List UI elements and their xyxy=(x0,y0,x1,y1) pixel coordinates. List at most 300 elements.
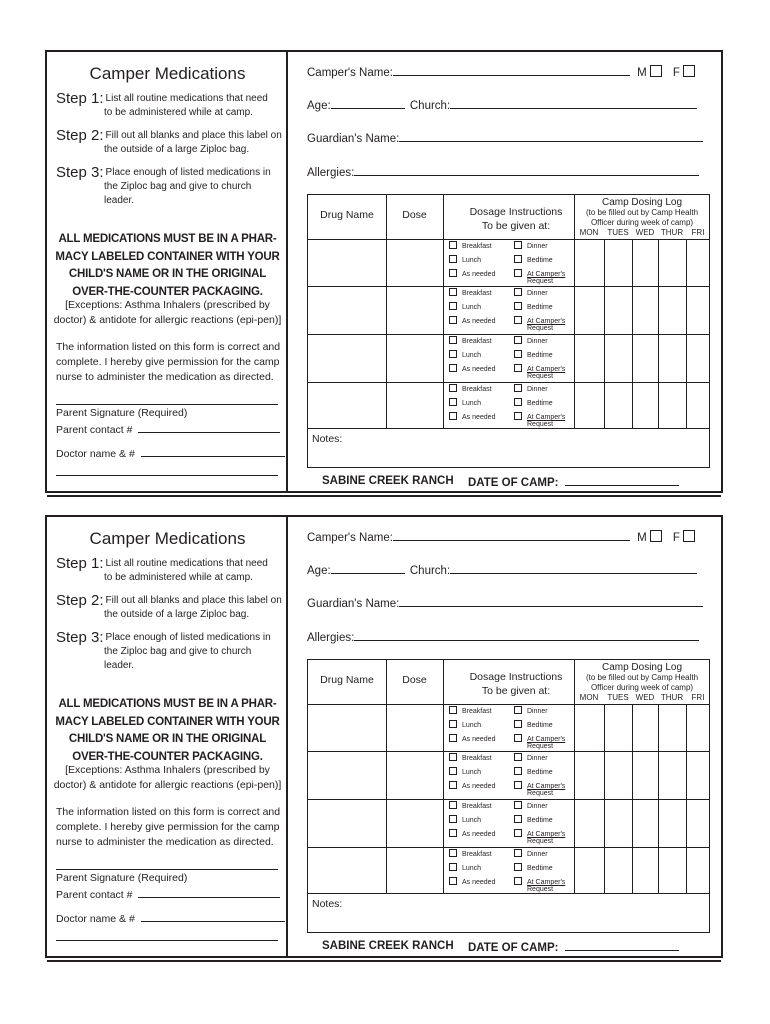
bedtime-option[interactable] xyxy=(514,815,553,825)
as-needed-option[interactable] xyxy=(449,412,495,422)
doctor-label: Doctor name & # xyxy=(56,913,135,925)
exceptions-note xyxy=(47,763,288,793)
instructions-panel xyxy=(47,517,288,956)
medication-card xyxy=(45,515,723,958)
step-1-text-2: to be administered while at camp. xyxy=(104,107,253,118)
bedtime-checkbox[interactable] xyxy=(514,350,522,358)
lunch-label: Lunch xyxy=(462,865,482,872)
as-needed-label: As needed xyxy=(462,366,496,373)
dinner-label: Dinner xyxy=(527,755,548,762)
breakfast-label: Breakfast xyxy=(462,708,492,715)
dinner-label: Dinner xyxy=(527,290,548,297)
permission-line: nurse to administer the medication as directed. xyxy=(56,371,274,383)
at-campers-request-option[interactable] xyxy=(514,781,565,797)
request-label: Request xyxy=(527,838,554,845)
day-header-fri: FRI xyxy=(691,693,705,702)
doctor-row xyxy=(56,446,285,460)
dosing-log-subtitle-line: (to be filled out by Camp Health xyxy=(585,673,699,682)
step-3 xyxy=(56,631,288,673)
dosage-header-line: To be given at: xyxy=(481,685,551,697)
female-checkbox[interactable] xyxy=(683,530,695,542)
warning-line: OVER-THE-COUNTER PACKAGING. xyxy=(72,285,263,298)
step-3 xyxy=(56,166,288,208)
dinner-option[interactable] xyxy=(514,753,548,763)
bedtime-option[interactable] xyxy=(514,720,553,730)
dinner-option[interactable] xyxy=(514,384,548,394)
medication-card xyxy=(45,50,723,493)
bedtime-label: Bedtime xyxy=(527,400,553,407)
permission-line: The information listed on this form is correct and xyxy=(56,806,281,818)
breakfast-checkbox[interactable] xyxy=(449,706,457,714)
breakfast-checkbox[interactable] xyxy=(449,336,457,344)
row-divider xyxy=(308,428,709,429)
as-needed-checkbox[interactable] xyxy=(449,781,457,789)
parent-contact-row xyxy=(56,422,280,436)
date-of-camp-label: DATE OF CAMP: xyxy=(468,942,559,954)
lunch-option[interactable] xyxy=(449,863,481,873)
step-1-text-2: to be administered while at camp. xyxy=(104,572,253,583)
dinner-label: Dinner xyxy=(527,386,548,393)
instructions-panel xyxy=(47,52,288,491)
dosing-log-subtitle xyxy=(574,208,710,228)
as-needed-option[interactable] xyxy=(449,781,495,791)
at-campers-label: At Camper's xyxy=(527,736,566,743)
bedtime-checkbox[interactable] xyxy=(514,302,522,310)
campers-name-field[interactable] xyxy=(393,65,630,76)
drug-name-header: Drug Name xyxy=(320,209,374,221)
warning-line: MACY LABELED CONTAINER WITH YOUR xyxy=(55,250,280,263)
lunch-checkbox[interactable] xyxy=(449,815,457,823)
church-field[interactable] xyxy=(450,98,697,109)
lunch-option[interactable] xyxy=(449,767,481,777)
guardian-field[interactable] xyxy=(399,596,703,607)
breakfast-label: Breakfast xyxy=(462,386,492,393)
age-label: Age: xyxy=(307,100,331,112)
request-label: Request xyxy=(527,325,554,332)
column-divider xyxy=(386,195,387,428)
day-header-tues: TUES xyxy=(607,228,629,237)
doctor-field[interactable] xyxy=(141,911,285,922)
exceptions-line: doctor) & antidote for allergic reactions (epi-pen)] xyxy=(53,779,282,791)
column-divider xyxy=(443,195,444,428)
breakfast-checkbox[interactable] xyxy=(449,801,457,809)
at-campers-request-checkbox[interactable] xyxy=(514,781,522,789)
campers-name-label: Camper's Name: xyxy=(307,67,393,79)
bedtime-option[interactable] xyxy=(514,302,553,312)
breakfast-option[interactable] xyxy=(449,336,492,346)
breakfast-label: Breakfast xyxy=(462,755,492,762)
ranch-name: SABINE CREEK RANCH xyxy=(322,475,454,487)
breakfast-checkbox[interactable] xyxy=(449,241,457,249)
campers-name-label: Camper's Name: xyxy=(307,532,393,544)
at-campers-request-option[interactable] xyxy=(514,829,565,845)
at-campers-request-option[interactable] xyxy=(514,734,565,750)
dinner-checkbox[interactable] xyxy=(514,288,522,296)
dinner-checkbox[interactable] xyxy=(514,336,522,344)
allergies-row xyxy=(307,630,699,644)
as-needed-checkbox[interactable] xyxy=(449,877,457,885)
doctor-row xyxy=(56,911,285,925)
row-divider xyxy=(308,286,709,287)
breakfast-label: Breakfast xyxy=(462,243,492,250)
bedtime-label: Bedtime xyxy=(527,769,553,776)
parent-signature-label: Parent Signature (Required) xyxy=(56,407,188,419)
step-3-text-2: the Ziploc bag and give to church xyxy=(104,646,252,657)
lunch-checkbox[interactable] xyxy=(449,398,457,406)
lunch-label: Lunch xyxy=(462,769,482,776)
parent-contact-field[interactable] xyxy=(138,887,280,898)
breakfast-option[interactable] xyxy=(449,288,492,298)
campers-name-row xyxy=(307,65,695,79)
female-label: F xyxy=(672,67,680,79)
lunch-label: Lunch xyxy=(462,352,482,359)
warning-line: ALL MEDICATIONS MUST BE IN A PHAR- xyxy=(58,233,277,245)
as-needed-checkbox[interactable] xyxy=(449,829,457,837)
day-header-fri: FRI xyxy=(691,228,705,237)
guardian-field[interactable] xyxy=(399,131,703,142)
request-label: Request xyxy=(527,373,554,380)
lunch-checkbox[interactable] xyxy=(449,255,457,263)
as-needed-option[interactable] xyxy=(449,829,495,839)
row-divider xyxy=(308,239,709,240)
step-3-text-3: leader. xyxy=(104,195,135,206)
dose-header: Dose xyxy=(402,209,427,221)
at-campers-label: At Camper's xyxy=(527,271,566,278)
dinner-label: Dinner xyxy=(527,851,548,858)
lunch-option[interactable] xyxy=(449,720,481,730)
bedtime-option[interactable] xyxy=(514,767,553,777)
at-campers-label: At Camper's xyxy=(527,318,566,325)
breakfast-checkbox[interactable] xyxy=(449,384,457,392)
parent-contact-field[interactable] xyxy=(138,422,280,433)
at-campers-request-checkbox[interactable] xyxy=(514,316,522,324)
at-campers-request-checkbox[interactable] xyxy=(514,877,522,885)
exceptions-line: [Exceptions: Asthma Inhalers (prescribed by xyxy=(65,299,270,311)
lunch-checkbox[interactable] xyxy=(449,863,457,871)
at-campers-request-checkbox[interactable] xyxy=(514,269,522,277)
dosing-log-subtitle-line: Officer during week of camp) xyxy=(590,683,694,692)
as-needed-label: As needed xyxy=(462,783,496,790)
step-1 xyxy=(56,92,288,120)
drug-name-header: Drug Name xyxy=(320,674,374,686)
at-campers-request-checkbox[interactable] xyxy=(514,829,522,837)
age-field[interactable] xyxy=(331,563,405,574)
exceptions-note xyxy=(47,298,288,328)
bedtime-label: Bedtime xyxy=(527,304,553,311)
church-label: Church: xyxy=(409,100,451,112)
doctor-extra-line[interactable] xyxy=(56,940,278,941)
permission-statement xyxy=(56,805,281,850)
bedtime-option[interactable] xyxy=(514,398,553,408)
step-1-text-1: List all routine medications that need xyxy=(105,558,268,569)
campers-name-row xyxy=(307,530,695,544)
ranch-name: SABINE CREEK RANCH xyxy=(322,940,454,952)
allergies-label: Allergies: xyxy=(307,632,355,644)
breakfast-option[interactable] xyxy=(449,384,492,394)
bedtime-option[interactable] xyxy=(514,255,553,265)
lunch-checkbox[interactable] xyxy=(449,302,457,310)
bedtime-label: Bedtime xyxy=(527,352,553,359)
signature-line[interactable] xyxy=(56,404,278,405)
dinner-option[interactable] xyxy=(514,336,548,346)
parent-signature-label: Parent Signature (Required) xyxy=(56,872,188,884)
warning-line: OVER-THE-COUNTER PACKAGING. xyxy=(72,750,263,763)
male-checkbox[interactable] xyxy=(650,65,662,77)
dosing-log-subtitle xyxy=(574,673,710,693)
breakfast-option[interactable] xyxy=(449,753,492,763)
dinner-checkbox[interactable] xyxy=(514,801,522,809)
row-divider xyxy=(308,704,709,705)
row-divider xyxy=(308,382,709,383)
male-checkbox[interactable] xyxy=(650,530,662,542)
date-of-camp-row xyxy=(468,940,679,954)
step-3-label: Step 3: xyxy=(56,164,104,181)
form-title: Camper Medications xyxy=(89,64,246,83)
female-checkbox[interactable] xyxy=(683,65,695,77)
as-needed-label: As needed xyxy=(462,414,496,421)
row-divider xyxy=(308,799,709,800)
as-needed-option[interactable] xyxy=(449,316,495,326)
bedtime-checkbox[interactable] xyxy=(514,398,522,406)
as-needed-checkbox[interactable] xyxy=(449,316,457,324)
allergies-field[interactable] xyxy=(354,630,699,641)
step-2 xyxy=(56,129,288,157)
dinner-option[interactable] xyxy=(514,706,548,716)
bedtime-option[interactable] xyxy=(514,350,553,360)
dosing-log-title: Camp Dosing Log xyxy=(601,197,683,208)
breakfast-option[interactable] xyxy=(449,801,492,811)
bedtime-checkbox[interactable] xyxy=(514,815,522,823)
as-needed-checkbox[interactable] xyxy=(449,364,457,372)
bedtime-option[interactable] xyxy=(514,863,553,873)
at-campers-label: At Camper's xyxy=(527,879,566,886)
dinner-label: Dinner xyxy=(527,338,548,345)
breakfast-checkbox[interactable] xyxy=(449,753,457,761)
bedtime-checkbox[interactable] xyxy=(514,255,522,263)
guardian-label: Guardian's Name: xyxy=(307,133,400,145)
camper-info-panel xyxy=(288,52,721,491)
male-label: M xyxy=(637,67,647,79)
dosage-header-line: To be given at: xyxy=(481,220,551,232)
day-header-thur: THUR xyxy=(660,228,684,237)
date-of-camp-field[interactable] xyxy=(565,940,679,951)
lunch-checkbox[interactable] xyxy=(449,350,457,358)
breakfast-option[interactable] xyxy=(449,241,492,251)
container-warning xyxy=(47,696,288,766)
at-campers-request-checkbox[interactable] xyxy=(514,412,522,420)
lunch-checkbox[interactable] xyxy=(449,720,457,728)
day-header-mon: MON xyxy=(579,693,599,702)
request-label: Request xyxy=(527,886,554,893)
allergies-row xyxy=(307,165,699,179)
bedtime-label: Bedtime xyxy=(527,865,553,872)
at-campers-request-option[interactable] xyxy=(514,877,565,893)
dinner-checkbox[interactable] xyxy=(514,384,522,392)
guardian-row xyxy=(307,131,703,145)
lunch-label: Lunch xyxy=(462,304,482,311)
breakfast-option[interactable] xyxy=(449,706,492,716)
step-1-label: Step 1: xyxy=(56,555,104,572)
lunch-option[interactable] xyxy=(449,255,481,265)
step-2-text-1: Fill out all blanks and place this label on xyxy=(105,130,282,141)
dose-header: Dose xyxy=(402,674,427,686)
dinner-label: Dinner xyxy=(527,803,548,810)
step-2-label: Step 2: xyxy=(56,592,104,609)
column-divider xyxy=(443,660,444,893)
step-1-label: Step 1: xyxy=(56,90,104,107)
day-header-mon: MON xyxy=(579,228,599,237)
age-church-row xyxy=(307,563,697,577)
warning-line: CHILD'S NAME OR IN THE ORIGINAL xyxy=(68,733,267,745)
as-needed-label: As needed xyxy=(462,879,496,886)
request-label: Request xyxy=(527,743,554,750)
guardian-row xyxy=(307,596,703,610)
lunch-option[interactable] xyxy=(449,815,481,825)
dosage-instructions-header xyxy=(458,670,574,698)
step-3-text-2: the Ziploc bag and give to church xyxy=(104,181,252,192)
lunch-option[interactable] xyxy=(449,398,481,408)
bedtime-checkbox[interactable] xyxy=(514,863,522,871)
date-of-camp-field[interactable] xyxy=(565,475,679,486)
as-needed-option[interactable] xyxy=(449,734,495,744)
day-header-wed: WED xyxy=(635,693,655,702)
step-3-label: Step 3: xyxy=(56,629,104,646)
lunch-option[interactable] xyxy=(449,350,481,360)
age-label: Age: xyxy=(307,565,331,577)
bedtime-checkbox[interactable] xyxy=(514,720,522,728)
parent-contact-row xyxy=(56,887,280,901)
as-needed-checkbox[interactable] xyxy=(449,269,457,277)
as-needed-checkbox[interactable] xyxy=(449,412,457,420)
breakfast-option[interactable] xyxy=(449,849,492,859)
breakfast-label: Breakfast xyxy=(462,290,492,297)
as-needed-label: As needed xyxy=(462,271,496,278)
warning-line: MACY LABELED CONTAINER WITH YOUR xyxy=(55,715,280,728)
day-header-tues: TUES xyxy=(607,693,629,702)
request-label: Request xyxy=(527,278,554,285)
lunch-label: Lunch xyxy=(462,257,482,264)
step-2-text-2: the outside of a large Ziploc bag. xyxy=(104,609,250,620)
step-3-text-3: leader. xyxy=(104,660,135,671)
breakfast-label: Breakfast xyxy=(462,338,492,345)
row-divider xyxy=(308,334,709,335)
lunch-label: Lunch xyxy=(462,722,482,729)
dinner-option[interactable] xyxy=(514,849,548,859)
form-title: Camper Medications xyxy=(89,529,246,548)
step-3-text-1: Place enough of listed medications in xyxy=(105,167,271,178)
doctor-field[interactable] xyxy=(141,446,285,457)
dinner-checkbox[interactable] xyxy=(514,849,522,857)
as-needed-checkbox[interactable] xyxy=(449,734,457,742)
breakfast-checkbox[interactable] xyxy=(449,849,457,857)
bedtime-label: Bedtime xyxy=(527,257,553,264)
row-divider xyxy=(308,893,709,894)
dosage-instructions-header xyxy=(458,205,574,233)
dinner-checkbox[interactable] xyxy=(514,706,522,714)
doctor-label: Doctor name & # xyxy=(56,448,135,460)
at-campers-label: At Camper's xyxy=(527,783,566,790)
lunch-option[interactable] xyxy=(449,302,481,312)
at-campers-label: At Camper's xyxy=(527,366,566,373)
as-needed-option[interactable] xyxy=(449,269,495,279)
at-campers-request-option[interactable] xyxy=(514,316,565,332)
step-1 xyxy=(56,557,288,585)
step-1-text-1: List all routine medications that need xyxy=(105,93,268,104)
at-campers-request-checkbox[interactable] xyxy=(514,734,522,742)
dinner-label: Dinner xyxy=(527,708,548,715)
as-needed-label: As needed xyxy=(462,318,496,325)
at-campers-request-option[interactable] xyxy=(514,364,565,380)
at-campers-request-checkbox[interactable] xyxy=(514,364,522,372)
female-label: F xyxy=(672,532,680,544)
row-divider xyxy=(308,847,709,848)
church-field[interactable] xyxy=(450,563,697,574)
parent-contact-label: Parent contact # xyxy=(56,424,133,436)
date-of-camp-label: DATE OF CAMP: xyxy=(468,477,559,489)
as-needed-label: As needed xyxy=(462,736,496,743)
church-label: Church: xyxy=(409,565,451,577)
permission-line: complete. I hereby give permission for the camp xyxy=(56,821,280,833)
day-header-thur: THUR xyxy=(660,693,684,702)
exceptions-line: [Exceptions: Asthma Inhalers (prescribed by xyxy=(65,764,270,776)
bedtime-checkbox[interactable] xyxy=(514,767,522,775)
parent-contact-label: Parent contact # xyxy=(56,889,133,901)
at-campers-request-option[interactable] xyxy=(514,269,565,285)
age-field[interactable] xyxy=(331,98,405,109)
as-needed-option[interactable] xyxy=(449,877,495,887)
doctor-extra-line[interactable] xyxy=(56,475,278,476)
as-needed-option[interactable] xyxy=(449,364,495,374)
warning-line: ALL MEDICATIONS MUST BE IN A PHAR- xyxy=(58,698,277,710)
dosing-log-title: Camp Dosing Log xyxy=(601,662,683,673)
permission-line: complete. I hereby give permission for the camp xyxy=(56,356,280,368)
dosage-header-line: Dosage Instructions xyxy=(469,671,563,683)
dinner-checkbox[interactable] xyxy=(514,753,522,761)
breakfast-label: Breakfast xyxy=(462,803,492,810)
row-divider xyxy=(308,751,709,752)
lunch-label: Lunch xyxy=(462,817,482,824)
dinner-option[interactable] xyxy=(514,801,548,811)
dosing-log-subtitle-line: Officer during week of camp) xyxy=(590,218,694,227)
dinner-checkbox[interactable] xyxy=(514,241,522,249)
allergies-field[interactable] xyxy=(354,165,699,176)
signature-line[interactable] xyxy=(56,869,278,870)
exceptions-line: doctor) & antidote for allergic reactions (epi-pen)] xyxy=(53,314,282,326)
age-church-row xyxy=(307,98,697,112)
dosage-header-line: Dosage Instructions xyxy=(469,206,563,218)
male-label: M xyxy=(637,532,647,544)
dinner-option[interactable] xyxy=(514,288,548,298)
date-of-camp-row xyxy=(468,475,679,489)
step-2-text-2: the outside of a large Ziploc bag. xyxy=(104,144,250,155)
dinner-label: Dinner xyxy=(527,243,548,250)
container-warning xyxy=(47,231,288,301)
at-campers-label: At Camper's xyxy=(527,831,566,838)
bedtime-label: Bedtime xyxy=(527,722,553,729)
bedtime-label: Bedtime xyxy=(527,817,553,824)
medication-table xyxy=(307,659,710,933)
breakfast-checkbox[interactable] xyxy=(449,288,457,296)
permission-statement xyxy=(56,340,281,385)
lunch-checkbox[interactable] xyxy=(449,767,457,775)
warning-line: CHILD'S NAME OR IN THE ORIGINAL xyxy=(68,268,267,280)
campers-name-field[interactable] xyxy=(393,530,630,541)
step-2 xyxy=(56,594,288,622)
dinner-option[interactable] xyxy=(514,241,548,251)
breakfast-label: Breakfast xyxy=(462,851,492,858)
at-campers-request-option[interactable] xyxy=(514,412,565,428)
permission-line: The information listed on this form is correct and xyxy=(56,341,281,353)
